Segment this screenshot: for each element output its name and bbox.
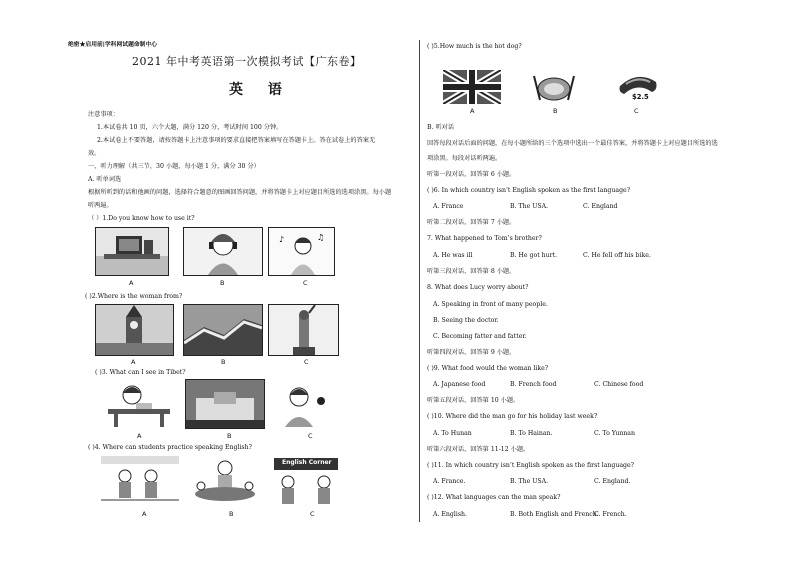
exam-title: 2021 年中考英语第一次模拟考试【广东卷】 — [132, 55, 362, 68]
svg-text:♫: ♫ — [317, 233, 325, 242]
great-wall-picture[interactable] — [183, 304, 263, 356]
plate-cutlery-picture[interactable] — [530, 72, 578, 102]
secret-label: 绝密★启用前|学科网试题命制中心 — [68, 42, 158, 48]
q7-option-b: B. He got hurt. — [510, 252, 558, 259]
dialog-3-intro: 听第三段对话，回答第 8 小题。 — [427, 268, 516, 275]
subject-title: 英 语 — [229, 82, 292, 98]
english-corner-sign: English Corner — [282, 459, 332, 466]
notice-line-3: 效。 — [88, 150, 101, 157]
q7-option-a: A. He was ill — [433, 252, 473, 259]
statue-of-liberty-picture[interactable] — [268, 304, 339, 356]
dialog-6-intro: 听第六段对话，回答第 11-12 小题。 — [427, 446, 530, 453]
q11-option-b: B. The USA. — [510, 478, 549, 485]
section1-heading: 一、听力理解（共三节，30 小题，每小题 1 分，满分 30 分） — [88, 163, 260, 170]
dialog-5-intro: 听第五段对话，回答第 10 小题。 — [427, 397, 520, 404]
part-a-instruction-1: 根据所听到的话和他画的问题，选择符合题意的图画回答问题，并将答题卡上对应题目所选的选项涂黑。每小题 — [88, 189, 392, 196]
dialog-1-intro: 听第一段对话，回答第 6 小题。 — [427, 171, 516, 178]
q8-option-b: B. Seeing the doctor. — [433, 317, 499, 324]
q4-label-a: A — [142, 510, 147, 518]
question-5: ( )5.How much is the hot dog? — [427, 43, 522, 50]
question-12: ( )12. What languages can the man speak? — [427, 494, 561, 501]
question-1: （ ）1.Do you know how to use it? — [88, 215, 195, 222]
q6-option-c: C. England — [583, 203, 618, 210]
q3-label-a: A — [137, 432, 142, 440]
dialog-4-intro: 听第四段对话，回答第 9 小题。 — [427, 349, 516, 356]
q5-label-b: B — [553, 107, 558, 115]
students-eating-picture[interactable] — [187, 456, 263, 504]
q4-label-b: B — [229, 510, 234, 518]
q12-option-c: C. French. — [594, 511, 627, 518]
question-7: 7. What happened to Tom’s brother? — [427, 235, 542, 242]
girl-listening-music-picture[interactable] — [268, 227, 335, 276]
column-divider — [419, 40, 420, 522]
part-a-heading: A. 听单词选 — [88, 176, 122, 183]
q8-option-c: C. Becoming fatter and fatter. — [433, 333, 527, 340]
q2-label-a: A — [131, 358, 136, 366]
q8-option-a: A. Speaking in front of many people. — [433, 301, 548, 308]
computer-desk-picture[interactable] — [95, 227, 169, 276]
students-sports-picture[interactable] — [101, 456, 179, 504]
q5-label-c: C — [634, 107, 639, 115]
q1-label-b: B — [220, 279, 225, 287]
q2-label-b: B — [221, 358, 226, 366]
q9-option-b: B. French food — [510, 381, 557, 388]
q3-label-c: C — [308, 432, 313, 440]
q6-option-b: B. The USA. — [510, 203, 549, 210]
part-b-instruction-1: 回答每段对话后面的问题，在每小题所给的三个选项中选出一个最佳答案，并将答题卡上对应题目所选的选 — [427, 140, 718, 147]
notice-line-1: 1.本试卷共 10 页，六个大题，满分 120 分，考试时间 100 分钟。 — [97, 124, 283, 131]
hot-dog-price: $2.5 — [632, 93, 649, 101]
q12-option-b: B. Both English and French. — [510, 511, 599, 518]
question-4: ( )4. Where can students practice speaking English? — [88, 444, 252, 451]
big-ben-picture[interactable] — [95, 304, 174, 356]
q1-label-a: A — [129, 279, 134, 287]
q3-label-b: B — [227, 432, 232, 440]
q2-label-c: C — [304, 358, 309, 366]
man-singing-picture[interactable] — [269, 379, 335, 427]
svg-text:♪: ♪ — [279, 235, 285, 244]
question-10: ( )10. Where did the man go for his holiday last week? — [427, 413, 598, 420]
question-9: ( )9. What food would the woman like? — [427, 365, 549, 372]
q9-option-c: C. Chinese food — [594, 381, 644, 388]
q11-option-a: A. France. — [433, 478, 466, 485]
part-b-instruction-2: 项涂黑。每段对话听两遍。 — [427, 155, 502, 162]
part-a-instruction-2: 听两遍。 — [88, 202, 113, 209]
question-11: ( )11. In which country isn’t English spoken as the first language? — [427, 462, 634, 469]
question-6: ( )6. In which country isn’t English spoken as the first language? — [427, 187, 631, 194]
q6-option-a: A. France — [433, 203, 464, 210]
q9-option-a: A. Japanese food — [433, 381, 486, 388]
q4-label-c: C — [310, 510, 315, 518]
q12-option-a: A. English. — [433, 511, 467, 518]
q5-label-a: A — [470, 107, 475, 115]
question-3: ( )3. What can I see in Tibet? — [95, 369, 186, 376]
part-b-heading: B. 听对话 — [427, 124, 455, 131]
girl-with-headphones-picture[interactable] — [183, 227, 263, 276]
boy-doing-homework-picture[interactable] — [100, 379, 177, 427]
q10-option-c: C. To Yunnan — [594, 430, 635, 437]
q10-option-a: A. To Hunan — [433, 430, 472, 437]
dialog-2-intro: 听第二段对话，回答第 7 小题。 — [427, 219, 516, 226]
q7-option-c: C. He fell off his bike. — [583, 252, 651, 259]
question-2: ( )2.Where is the woman from? — [85, 293, 183, 300]
notice-heading: 注意事项： — [88, 111, 119, 118]
q1-label-c: C — [303, 279, 308, 287]
union-jack-flag-picture[interactable] — [443, 70, 501, 104]
notice-line-2: 2.本试卷上不要答题，请按答题卡上注意事项的要求直接把答案填写在答题卡上。答在试卷上的答案无 — [97, 137, 376, 144]
potala-palace-picture[interactable] — [185, 379, 265, 429]
question-8: 8. What does Lucy worry about? — [427, 284, 529, 291]
q10-option-b: B. To Hainan. — [510, 430, 553, 437]
q11-option-c: C. England. — [594, 478, 631, 485]
